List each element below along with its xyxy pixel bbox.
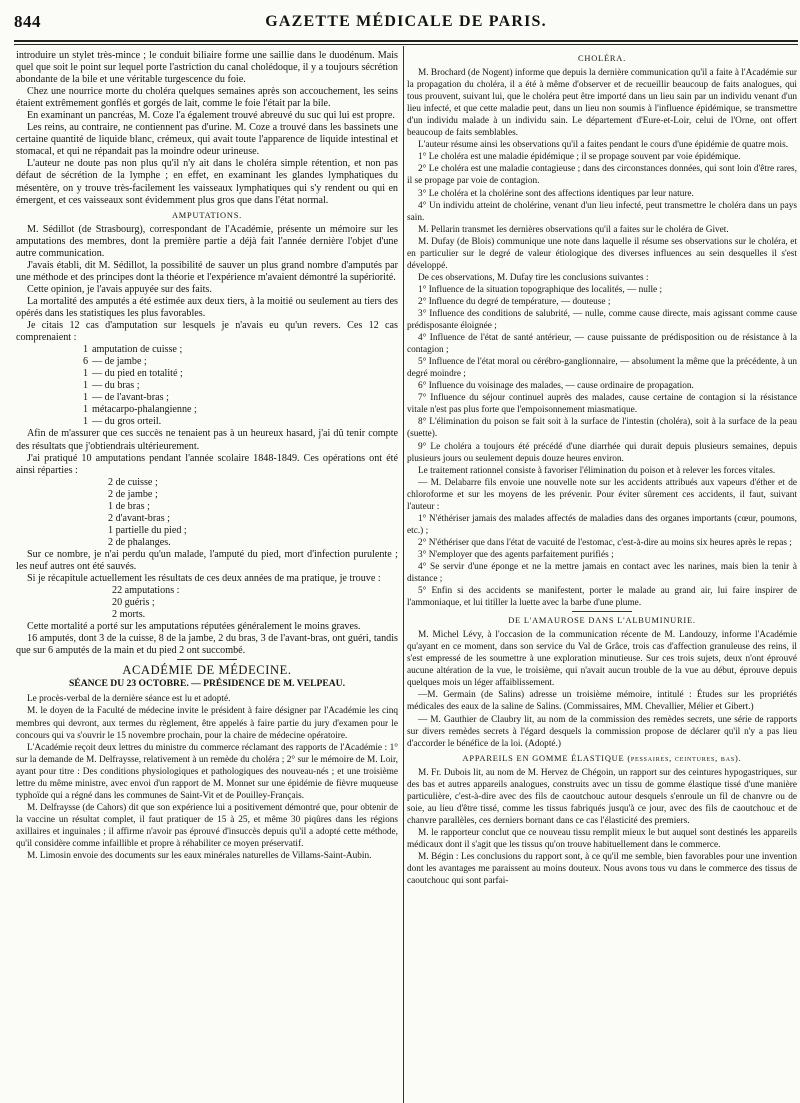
delabarre-recommendations [407,513,797,609]
author-name: M. Brochard [418,68,466,79]
amputation-count: 1 [82,344,88,356]
list-item: 3° Influence des conditions de salubrité, — nulle, comme cause directe, mais agissant comme cause prédisposante éloignée ; [407,308,797,332]
amputation-count: 1 [82,392,88,404]
author-name: M. Bégin [418,852,454,863]
list-item: 3° N'employer que des agents parfaitement purifiés ; [418,549,614,560]
amputation-type: métacarpo-phalangienne ; [92,404,197,416]
list-item: 8° L'élimination du poison se fait soit à la surface de l'intestin (choléra), soit à la surface de la peau (suette). [407,417,797,440]
amputation-list [16,344,398,428]
paragraph [407,851,797,887]
paragraph-text: lit, au nom de M. Hervez de Chégoin, un rapport sur des ceintures hypogastriques, sur des bas et autres appareils analogues, construits avec un tissu de gomme élastique tissé d'une manière particulière, c'est-à-dire avec des fils de caoutchouc autour desquels s'enroule un fil de chanvre ou de soie, au lieu d'être tissé, comme les tissus fabriqués jusqu'à ce jour, avec des fils de caoutchouc et de chanvre parallèles, ces derniers bornant dans ce cas l'élasticité des premiers. [407,767,797,826]
paragraph: Chez une nourrice morte du choléra quelques semaines après son accouchement, les seins étaient extrêmement gonflés et gorgés de lait, comme le foie l'était par la bile. [16,86,398,110]
paragraph [407,67,797,139]
list-item: 7° Influence du séjour continuel auprès des malades, cause certaine de contagion si la résistance vitale n'est pas plus forte que l'empoisonnement miasmatique. [407,393,797,416]
right-column [407,50,797,1103]
amputation-row [16,368,398,380]
section-heading-appareils: APPAREILS EN GOMME ÉLASTIQUE (pessaires, ceintures, bas). [462,753,742,763]
list-item: 2 morts. [112,609,146,621]
section-heading-academie: ACADÉMIE DE MÉDECINE. [122,663,292,678]
paragraph: La mortalité des amputés a été estimée aux deux tiers, à la moitié ou seulement au tiers des opérés dans les statistiques les plus favorables. [16,295,398,319]
paragraph: Le traitement rationnel consiste à favoriser l'élimination du poison et à relever les forces vitales. [418,465,776,476]
paragraph-text: (de Salins) adresse un troisième mémoire, intitulé : Études sur les propriétés médicales des eaux de la saline de Salins. (Commissaires, MM. Chevallier, Mélier et Gibert.) [407,690,797,713]
paragraph-text: : Les conclusions du rapport sont, à ce qu'il me semble, bien favorables pour une invention dont les avantages me paraissent au moins douteux. Nous avons tous vu dans le commerce des tissus de caoutchouc qui sont parfai- [407,852,797,887]
section-heading-amaurose: DE L'AMAUROSE DANS L'ALBUMINURIE. [508,616,696,626]
paragraph: M. le doyen de la Faculté de médecine invite le président à faire désigner par l'Académie les cinq membres qui devront, aux termes du règlement, être appelés à faire partie du jury d'examen pour le concours qui va s'ouvrir le 15 novembre prochain, pour la chaire de médecine opératoire. [16,706,398,741]
list-item: 4° Se servir d'une éponge et ne la mettre jamais en contact avec les narines, mais bien la tenir à distance ; [407,561,797,585]
list-item: 1 de bras ; [108,500,150,512]
list-item: 2 d'avant-bras ; [108,512,170,524]
amputation-type: — du bras ; [92,380,140,392]
paragraph: 16 amputés, dont 3 de la cuisse, 8 de la jambe, 2 du bras, 3 de l'avant-bras, ont guéri, tandis que sur 6 amputés de la main et du pied 2 ont succombé. [16,633,398,657]
left-column [16,50,398,1103]
paragraph [407,236,797,272]
author-name: M. Fr. Dubois [418,767,471,778]
author-name: M. Limosin [27,851,71,862]
author-name: M. Pellarin [418,224,460,235]
list-item: 2 de phalanges. [108,536,171,548]
paragraph [16,224,398,260]
paragraph [407,767,797,827]
amputation-type: amputation de cuisse ; [92,344,183,356]
list-item: 5° Influence de l'état moral ou cérébro-ganglionnaire, — absolument la même que la précédente, à un degré moindre ; [407,357,797,380]
paragraph-text: (de Nogent) informe que depuis la dernière communication qu'il a faite à l'Académie sur la propagation du choléra, il a été à même d'observer et de recueillir beaucoup de faits analogues, qui tous prouvent, suivant lui, que le choléra peut être importé dans un lieu sain par un individu venant d'un lieu infecté, et que cette maladie peut, dans un lieu non soumis à l'influence épidémique, se transmettre d'un individu malade à un individu sain. Le département d'Eure-et-Loir, celui de l'Orne, ont offert beaucoup de faits semblables. [407,68,797,139]
paragraph-text: (de Blois) communique une note dans laquelle il résume ses observations sur le choléra, et en particulier sur le degré de valeur étiologique des diverses influences au sein desquelles il s'est développé. [407,236,797,271]
list-item: 4° Influence de l'état de santé antérieur, — cause puissante de prédisposition ou de résistance à la contagion ; [407,333,797,356]
paragraph: J'ai pratiqué 10 amputations pendant l'année scolaire 1848-1849. Ces opérations ont été ainsi réparties : [16,452,398,476]
paragraph-text: lit, au nom de la commission des remèdes secrets, une série de rapports sur divers remèdes secrets à l'égard desquels la commission propose de déclarer qu'il n'y a pas lieu d'accorder le bénéfice de la loi. (Adopté.) [407,714,797,749]
section-heading-amputations: AMPUTATIONS. [171,210,243,220]
author-name: —M. Germain [418,690,476,701]
operations-list [16,477,398,549]
list-item: 1° Le choléra est une maladie épidémique ; il se propage souvent par voie épidémique. [418,152,741,163]
section-heading-cholera: CHOLÉRA. [577,54,627,63]
author-name: — M. Gauthier de Claubry [418,714,522,725]
list-item: 9° Le choléra a toujours été précédé d'une diarrhée qui durait depuis plusieurs semaines, depuis plusieurs jours ou seulement depuis douze heures environ. [407,441,797,464]
amputation-count: 1 [82,380,88,392]
paragraph: L'Académie reçoit deux lettres du ministre du commerce réclamant des rapports de l'Académie : 1° sur la demande de M. Delfraysse, relativement à un remède du choléra ; 2° sur le mémoire de M. Loir, ayant pour titre : Des conditions physiologiques et pathologiques des nouveau-nés ; et une troisième lettre du même ministre, avec envoi d'un rapport de M. Monnet sur une épidémie de fièvre muqueuse typhoïde qui a régné dans les communes de Saint-Vit et de Pouilley-Français. [16,742,398,801]
paragraph: Le procès-verbal de la dernière séance est lu et adopté. [27,694,231,705]
paragraph: Cette mortalité a porté sur les amputations réputées généralement le moins graves. [27,621,361,633]
session-heading: SÉANCE DU 23 OCTOBRE. — PRÉSIDENCE DE M. VELPEAU. [68,678,346,690]
list-item: 5° Enfin si des accidents se manifestent, porter le malade au grand air, lui faire inspirer de l'ammoniaque, et lui titiller la luette avec la barbe d'une plume. [407,586,797,609]
paragraph-text: transmet les dernières observations qu'il a faites sur le choléra de Givet. [459,224,729,235]
list-item: 20 guéris ; [112,597,155,609]
paragraph-text: envoie une nouvelle note sur les accidents attribués aux vapeurs d'éther et de chloroforme et sur les moyens de les prévenir. Pour éviter sûrement ces accidents, il faut, suivant l'auteur : [407,477,797,512]
list-item: 2° Le choléra est une maladie contagieuse ; dans des circonstances données, qui sont loin d'être rares, il se propage par voie de contagion. [407,164,797,187]
page-header [14,12,798,36]
paragraph: L'auteur résume ainsi les observations qu'il a faites pendant le cours d'une épidémie de quatre mois. [418,140,789,151]
header-rule [14,40,798,42]
amputation-row [16,416,398,428]
paragraph [407,629,797,689]
journal-title: GAZETTE MÉDICALE DE PARIS. [265,13,547,30]
paragraph-text: , à l'occasion de la communication récente de M. Landouzy, informe l'Académie qu'ayant en ce moment, dans son service du Val de Grâce, trois cas d'affection granuleuse des reins, il s'est empressé de les soumettre à une exploration minutieuse. Sur ces trois sujets, deux n'ont éprouvé aucune altération de la vue, le troisième, qui n'avait aucun trouble de la vue au début, éprouve depuis quelques mois un léger affaiblissement. [407,630,797,689]
column-divider [403,46,404,1103]
paragraph [407,689,797,713]
amputation-count: 1 [82,416,88,428]
author-name: M. Michel Lévy [418,630,482,641]
amputation-type: — du pied en totalité ; [92,368,183,380]
amputation-row [16,344,398,356]
amputation-type: — du gros orteil. [92,416,162,428]
paragraph: Afin de m'assurer que ces succès ne tenaient pas à un heureux hasard, j'ai dû tenir compte des résultats que j'obtiendrais ultérieurement. [16,428,398,452]
amputation-row [16,380,398,392]
amputation-count: 1 [82,404,88,416]
paragraph: Si je récapitule actuellement les résultats de ces deux années de ma pratique, je trouve : [27,573,381,585]
list-item: 4° Un individu atteint de cholérine, venant d'un lieu infecté, peut transmettre le choléra dans un pays sain. [407,200,797,223]
paragraph: M. le rapporteur conclut que ce nouveau tissu remplit mieux le but auquel sont destinés les appareils médicaux dont il s'agit que les tissus qu'on trouve habituellement dans le commerce. [407,827,797,850]
paragraph: Cette opinion, je l'avais appuyée sur des faits. [27,283,212,295]
paragraph-text: envoie des documents sur les eaux minérales naturelles de Villams-Saint-Aubin. [70,851,372,862]
divider [177,659,237,660]
paragraph: En examinant un pancréas, M. Coze l'a également trouvé abreuvé du suc qui lui est propre. [27,110,395,122]
paragraph: J'avais établi, dit M. Sédillot, la possibilité de sauver un plus grand nombre d'amputés par une méthode et des principes dont la théorie et l'expérience m'avaient démontré la supériorité. [16,259,398,283]
results-list [16,585,398,621]
list-item: 1° Influence de la situation topographique des localités, — nulle ; [418,284,663,295]
list-item: 2 de jambe ; [108,488,158,500]
paragraph: De ces observations, M. Dufay tire les conclusions suivantes : [418,272,649,283]
list-item: 6° Influence du voisinage des malades, — cause ordinaire de propagation. [418,381,694,392]
paragraph: Sur ce nombre, je n'ai perdu qu'un malade, l'amputé du pied, mort d'infection purulente ; les neuf autres ont été sauvés. [16,548,398,572]
header-rule-thin [14,44,798,45]
amputation-type: — de l'avant-bras ; [92,392,169,404]
list-item: 22 amputations : [112,585,180,597]
divider [572,611,632,612]
paragraph [16,850,398,862]
amputation-row [16,404,398,416]
author-name: — M. Delabarre fils [418,477,497,488]
author-name: M. Delfraysse [27,802,80,813]
paragraph: Je citais 12 cas d'amputation sur lesquels je n'avais eu qu'un revers. Ces 12 cas comprenaient : [16,320,398,344]
list-item: 2° Influence du degré de température, — douteuse ; [418,296,611,307]
list-item: 3° Le choléra et la cholérine sont des affections identiques par leur nature. [418,188,694,199]
list-item: 1° N'éthériser jamais des malades affectés de maladies dans des organes importants (cœur, poumons, etc.) ; [407,513,797,536]
amputation-count: 6 [82,356,88,368]
page-number: 844 [14,12,41,31]
paragraph [16,802,398,850]
author-name: M. Dufay [418,236,455,247]
paragraph [407,477,797,513]
paragraph-text: (de Cahors) dit que son expérience lui a positivement démontré que, pour obtenir de la vaccine un résultat complet, il faut pratiquer de 15 à 25, et même 30 piqûres dans les régions axillaires et inguinales ; il affirme n'avoir pas éprouvé d'insuccès depuis qu'il a adopté cette méthode, qu'il considère comme infaillible et propre à réhabiliter ce moyen préservatif. [16,802,398,849]
paragraph-text: (de Strasbourg), correspondant de l'Académie, présente un mémoire sur les amputations des membres, dont la première partie a déjà fait l'année dernière l'objet d'une autre communication. [16,223,398,259]
amputation-count: 1 [82,368,88,380]
amputation-row [16,356,398,368]
dufay-conclusions [407,284,797,465]
list-item: 2° N'éthériser que dans l'état de vacuité de l'estomac, c'est-à-dire au moins six heures après le repas ; [418,537,792,548]
brochard-conclusions [407,151,797,223]
list-item: 2 de cuisse ; [108,476,158,488]
paragraph [407,224,797,236]
paragraph: L'auteur ne doute pas non plus qu'il n'y ait dans le choléra simple rétention, et non pas défaut de sécrétion de la lymphe ; en effet, en examinant les glandes lymphatiques du mésentère, on y trouve très-facilement les vaisseaux lymphatiques qui s'y rendent ou qui en émergent, et ces vaisseaux sont évidemment plus gros que dans l'état normal. [16,158,398,206]
list-item: 1 partielle du pied ; [108,524,187,536]
paragraph: Les reins, au contraire, ne contiennent pas d'urine. M. Coze a trouvé dans les bassinets une certaine quantité de liquide blanc, crémeux, qui avait toute l'apparence de liquide intestinal et stomacal, et qui ne répandait pas la moindre odeur urineuse. [16,122,398,158]
paragraph: introduire un stylet très-mince ; le conduit biliaire forme une saillie dans le duodénum. Mais quel que soit le point sur lequel porte l'astriction du canal cholédoque, il y a toujours sécrétion abondante de la bile et une véritable turgescence du foie. [16,50,398,86]
paragraph [407,714,797,750]
amputation-type: — de jambe ; [92,356,147,368]
author-name: M. Sédillot [27,223,75,235]
amputation-row [16,392,398,404]
